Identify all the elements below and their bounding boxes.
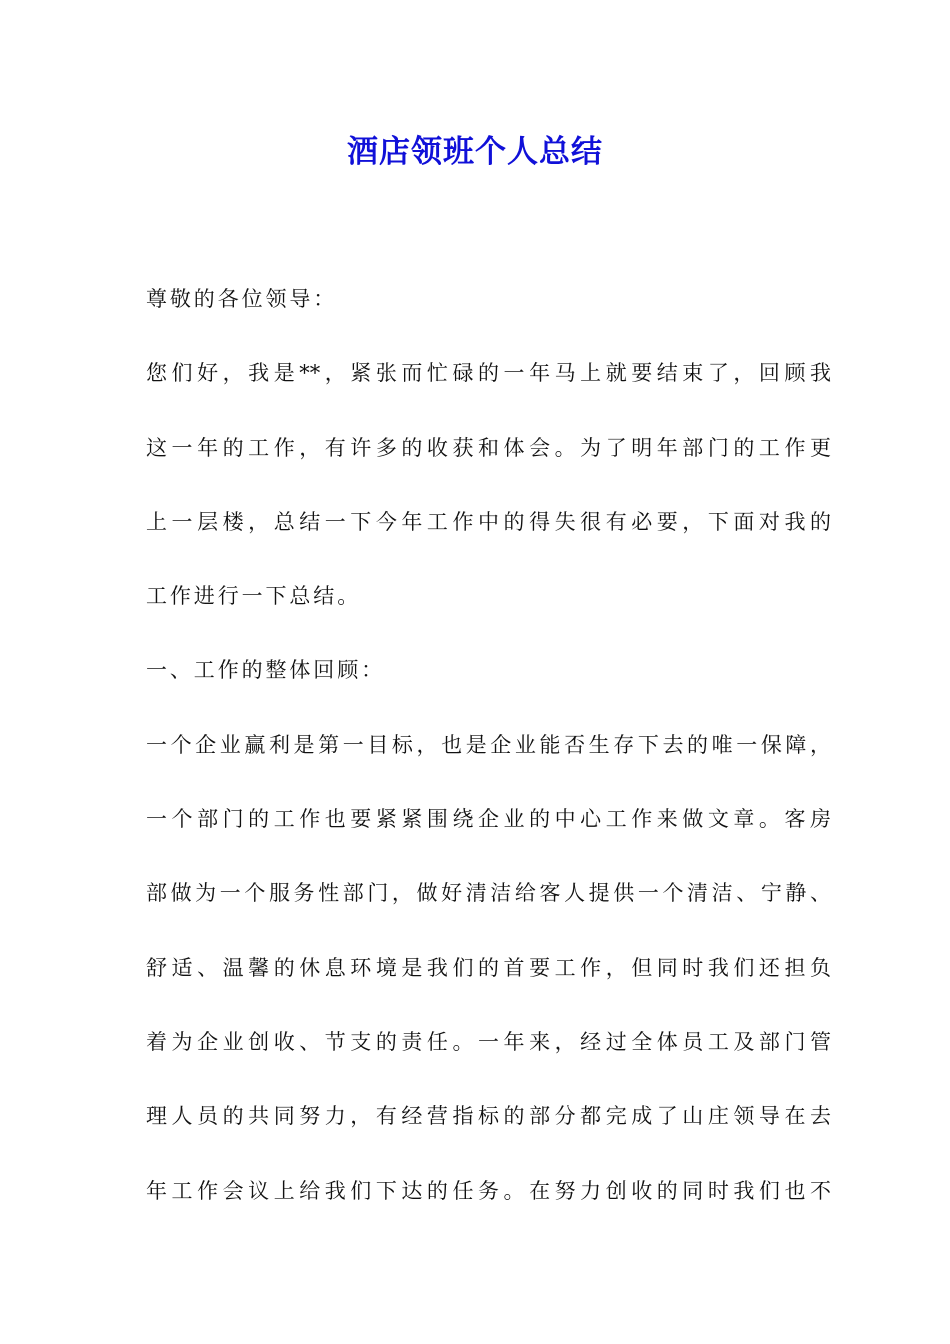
text-line: 理人员的共同努力，有经营指标的部分都完成了山庄领导在去 bbox=[146, 1104, 831, 1129]
text-line: 您们好，我是**，紧张而忙碌的一年马上就要结束了，回顾我 bbox=[146, 361, 831, 386]
text-line: 这一年的工作，有许多的收获和体会。为了明年部门的工作更 bbox=[146, 435, 831, 460]
text-line: 一个企业赢利是第一目标，也是企业能否生存下去的唯一保障， bbox=[146, 732, 831, 757]
text-line: 一、工作的整体回顾： bbox=[146, 658, 385, 683]
page-title: 酒店领班个人总结 bbox=[347, 134, 603, 170]
document-body bbox=[146, 262, 831, 1228]
text-line: 一个部门的工作也要紧紧围绕企业的中心工作来做文章。客房 bbox=[146, 807, 831, 832]
text-line: 舒适、温馨的休息环境是我们的首要工作，但同时我们还担负 bbox=[146, 955, 831, 980]
text-line: 部做为一个服务性部门，做好清洁给客人提供一个清洁、宁静、 bbox=[146, 881, 831, 906]
text-line: 上一层楼，总结一下今年工作中的得失很有必要，下面对我的 bbox=[146, 509, 831, 534]
text-line: 年工作会议上给我们下达的任务。在努力创收的同时我们也不 bbox=[146, 1178, 831, 1203]
text-line: 尊敬的各位领导： bbox=[146, 287, 338, 311]
text-line: 着为企业创收、节支的责任。一年来，经过全体员工及部门管 bbox=[146, 1029, 831, 1054]
text-line: 工作进行一下总结。 bbox=[146, 584, 362, 609]
